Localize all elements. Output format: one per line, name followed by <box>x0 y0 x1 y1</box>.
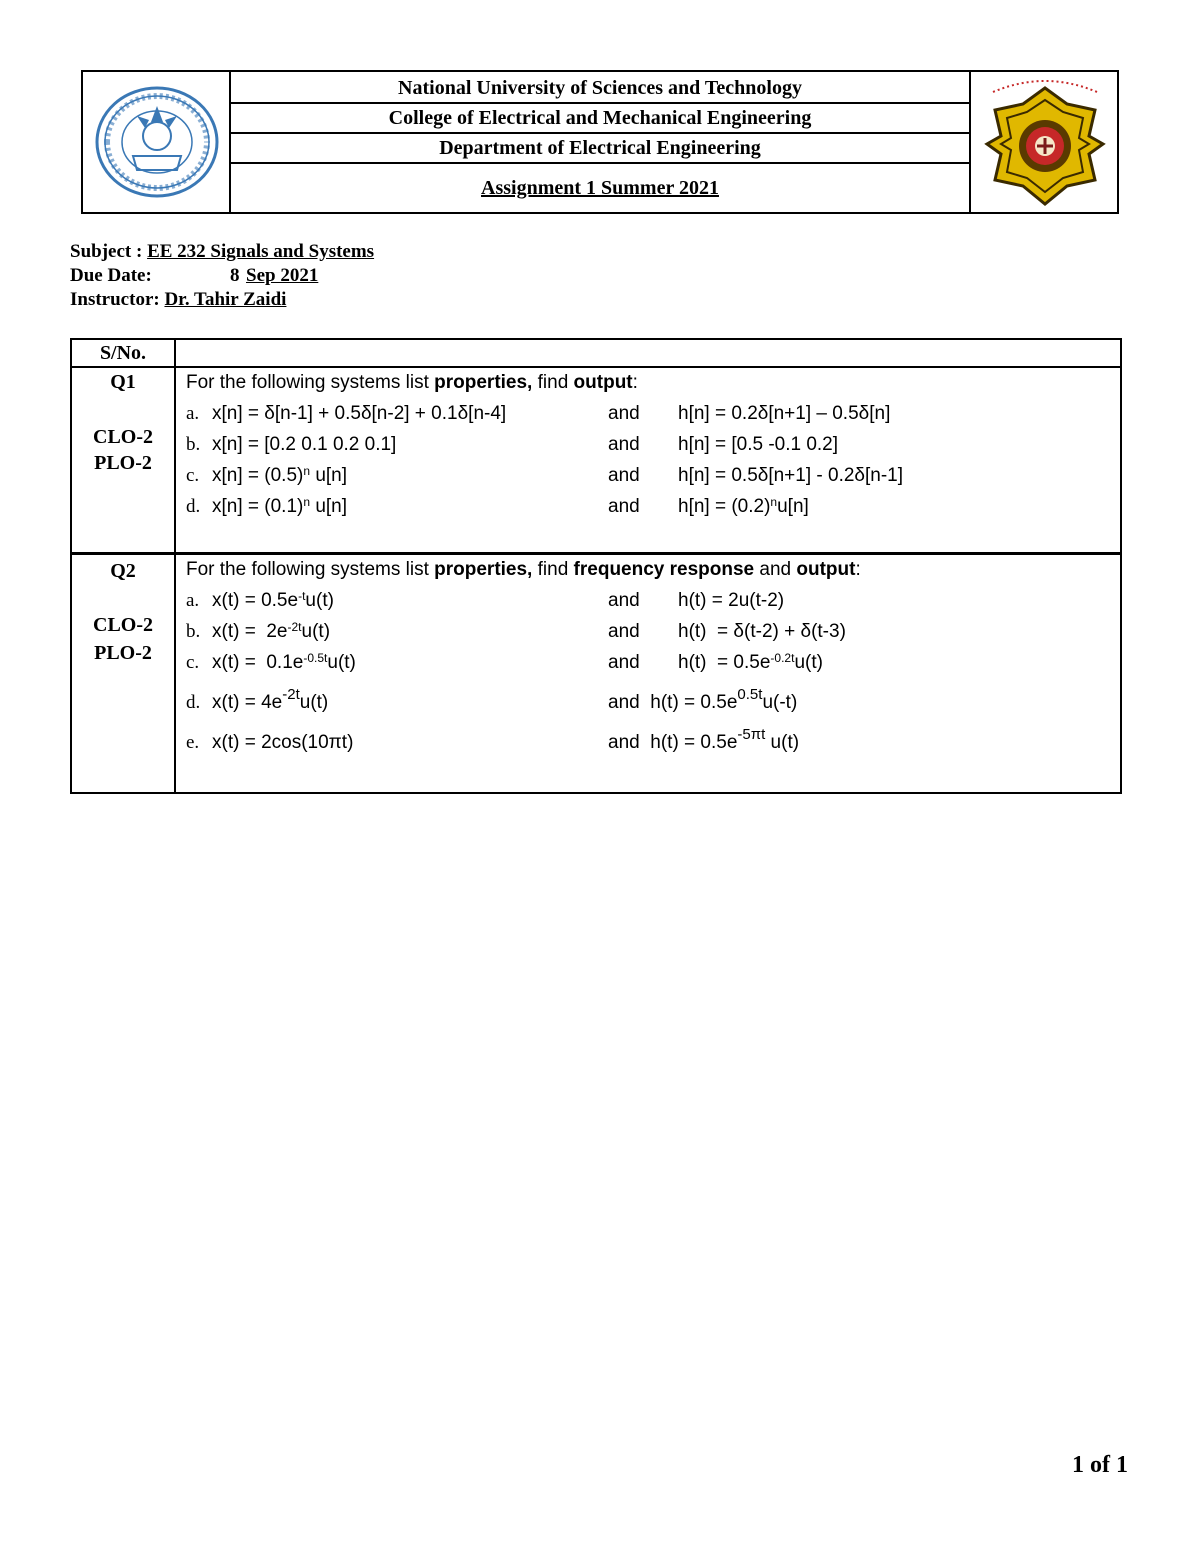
instructor-label: Instructor: <box>70 289 160 310</box>
q2a-response: h(t) = 2u(t-2) <box>678 590 785 611</box>
due-date-day: 8 <box>230 265 240 286</box>
q2c-response-post: u(t) <box>794 652 823 673</box>
q2-intro-bold-output: output <box>796 559 856 580</box>
q2d-response-exp: 0.5t <box>737 686 763 703</box>
q2e-input: x(t) = 2cos(10πt) <box>212 732 354 753</box>
item-label: c. <box>186 652 200 673</box>
q1-intro-end: : <box>632 372 638 393</box>
q1d-input: x[n] = (0.1) <box>212 496 304 517</box>
q2d-response-pre: h(t) = 0.5e <box>650 692 738 713</box>
q2e-response-exp: -5πt <box>737 726 766 743</box>
column-divider <box>174 340 176 792</box>
q1c-input-post: u[n] <box>310 465 348 486</box>
q2-intro-text: For the following systems list <box>186 559 435 580</box>
q2-item-b <box>186 621 330 643</box>
q1-plo: PLO-2 <box>94 452 152 474</box>
q1c-input-exp: n <box>303 464 311 478</box>
q1-intro-bold-output: output <box>573 372 633 393</box>
q2d-input: x(t) = 4e <box>212 692 283 713</box>
q2c-response-exp: -0.2t <box>770 651 795 665</box>
q2b-response: h(t) = δ(t-2) + δ(t-3) <box>678 621 846 642</box>
q2c-input-post: u(t) <box>327 652 356 673</box>
q1-intro-bold-properties: properties, <box>434 372 533 393</box>
q1-item-a <box>186 403 506 425</box>
q1d-response <box>678 496 809 518</box>
q2c-and: and <box>608 652 640 673</box>
subject-line <box>70 240 374 264</box>
q2-item-a <box>186 590 334 612</box>
q2d-input-post: u(t) <box>299 692 329 713</box>
crest-emblem-icon <box>979 74 1111 210</box>
department-name: Department of Electrical Engineering <box>231 134 969 164</box>
q1c-and: and <box>608 465 640 486</box>
q2c-input-exp: -0.5t <box>303 651 328 665</box>
q1d-and: and <box>608 496 640 517</box>
university-seal-icon <box>93 86 221 198</box>
due-date-label: Due Date: <box>70 265 152 286</box>
q1a-and: and <box>608 403 640 424</box>
q2c-response-pre: h(t) = 0.5e <box>678 652 771 673</box>
q1-item-c <box>186 465 347 487</box>
right-logo-cell <box>969 72 1117 212</box>
q1c-response: h[n] = 0.5δ[n+1] - 0.2δ[n-1] <box>678 465 904 486</box>
q2-instructions <box>186 559 861 581</box>
q2d-response-line <box>608 686 798 714</box>
q2-intro-end: : <box>855 559 861 580</box>
page-number: 1 of 1 <box>1072 1452 1128 1478</box>
q2-item-d <box>186 686 329 714</box>
college-name: College of Electrical and Mechanical Engineering <box>231 104 969 134</box>
q2-plo: PLO-2 <box>94 642 152 664</box>
q2a-input-post: u(t) <box>305 590 334 611</box>
q1d-response-post: u[n] <box>777 496 809 517</box>
q2-number: Q2 <box>110 560 136 582</box>
q1-item-b <box>186 434 396 456</box>
item-label: b. <box>186 434 201 455</box>
q2d-input-exp: -2t <box>282 686 300 703</box>
instructor-line <box>70 288 374 312</box>
q1d-response-pre: h[n] = (0.2) <box>678 496 771 517</box>
q2d-and: and <box>608 692 640 713</box>
item-label: d. <box>186 692 201 713</box>
questions-table <box>70 338 1122 794</box>
q2-intro-bold-properties: properties, <box>434 559 533 580</box>
due-date-value: Sep 2021 <box>246 265 319 286</box>
item-label: c. <box>186 465 200 486</box>
q2-intro-mid2: and <box>754 559 797 580</box>
item-label: a. <box>186 590 200 611</box>
q2-clo: CLO-2 <box>93 614 153 636</box>
q2e-response-pre: h(t) = 0.5e <box>650 732 738 753</box>
item-label: b. <box>186 621 201 642</box>
q2c-response <box>678 652 823 674</box>
q1d-input-exp: n <box>303 495 311 509</box>
university-name: National University of Sciences and Technology <box>231 74 969 104</box>
left-logo-cell <box>83 72 231 212</box>
q2a-input: x(t) = 0.5e <box>212 590 299 611</box>
sno-header: S/No. <box>99 342 147 364</box>
q2a-and: and <box>608 590 640 611</box>
q2e-response-post: u(t) <box>765 732 800 753</box>
assignment-meta <box>70 240 374 312</box>
q1a-input: x[n] = δ[n-1] + 0.5δ[n-2] + 0.1δ[n-4] <box>212 403 507 424</box>
q1-intro-mid: find <box>532 372 574 393</box>
q2-intro-bold-frequency: frequency response <box>573 559 755 580</box>
q1-number: Q1 <box>110 371 136 393</box>
q1d-input-post: u[n] <box>310 496 348 517</box>
q1-instructions <box>186 372 638 394</box>
q1-intro-text: For the following systems list <box>186 372 435 393</box>
q2c-input: x(t) = 0.1e <box>212 652 304 673</box>
q2e-and: and <box>608 732 640 753</box>
subject-label: Subject : <box>70 241 143 262</box>
q2b-and: and <box>608 621 640 642</box>
item-label: e. <box>186 732 200 753</box>
item-label: d. <box>186 496 201 517</box>
q2b-input-exp: -2t <box>287 620 302 634</box>
due-date-line <box>70 264 374 288</box>
q1-q2-divider <box>72 552 1120 555</box>
q1d-response-exp: n <box>770 495 778 509</box>
header-titles <box>231 72 969 212</box>
q2a-input-exp: -t <box>298 589 306 603</box>
assignment-title: Assignment 1 Summer 2021 <box>481 177 719 199</box>
q2-item-e <box>186 732 353 754</box>
instructor-value: Dr. Tahir Zaidi <box>164 289 287 310</box>
q1-item-d <box>186 496 347 518</box>
q1-clo: CLO-2 <box>93 426 153 448</box>
q1b-response: h[n] = [0.5 -0.1 0.2] <box>678 434 839 455</box>
q2d-response-post: u(-t) <box>762 692 798 713</box>
q1c-input: x[n] = (0.5) <box>212 465 304 486</box>
q1b-input: x[n] = [0.2 0.1 0.2 0.1] <box>212 434 397 455</box>
q2-intro-mid: find <box>532 559 574 580</box>
item-label: a. <box>186 403 200 424</box>
q1b-and: and <box>608 434 640 455</box>
q2-item-c <box>186 652 356 674</box>
q1a-response: h[n] = 0.2δ[n+1] – 0.5δ[n] <box>678 403 891 424</box>
header-row-divider <box>72 366 1120 368</box>
q2b-input-post: u(t) <box>301 621 331 642</box>
header-table <box>81 70 1119 214</box>
q2b-input: x(t) = 2e <box>212 621 288 642</box>
subject-value: EE 232 Signals and Systems <box>147 241 375 262</box>
q2e-response-line <box>608 726 800 754</box>
